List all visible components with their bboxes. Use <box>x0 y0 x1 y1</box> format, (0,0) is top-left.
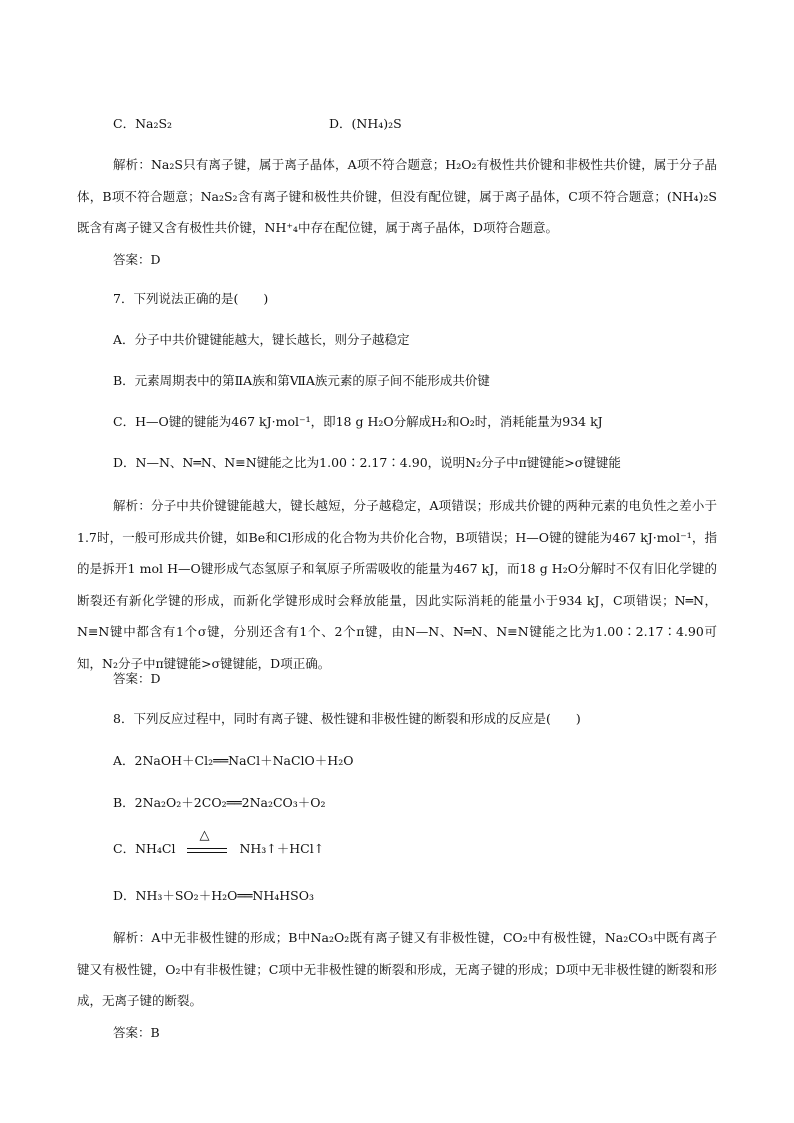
q6-option-d: D．(NH₄)₂S <box>329 116 402 131</box>
q7-answer: 答案：D <box>113 671 161 686</box>
q8-option-c <box>113 827 325 859</box>
q8-option-c-products: NH₃↑＋HCl↑ <box>239 841 325 856</box>
q7-stem: 7．下列说法正确的是( ) <box>113 291 269 306</box>
q8-analysis: 解析：A中无非极性键的形成；B中Na₂O₂既有离子键又有非极性键，CO₂中有极性键，Na₂CO₃中既有离子键又有极性键，O₂中有非极性键；C项中无非极性键的断裂和形成，无离子键的形成；D项中无非极性键的断裂和形成，无离子键的断裂。 <box>77 930 717 1009</box>
q6-answer: 答案：D <box>113 252 161 267</box>
q7-option-d: D．N—N、N═N、N≡N键能之比为1.00∶2.17∶4.90，说明N₂分子中π键键能>σ键键能 <box>113 455 621 470</box>
q7-analysis: 解析：分子中共价键键能越大，键长越短，分子越稳定，A项错误；形成共价键的两种元素的电负性之差小于1.7时，一般可形成共价键，如Be和Cl形成的化合物为共价化合物，B项错误；H—O键的键能为467 kJ·mol⁻¹，指的是拆开1 mol H—O键形成气态氢原子和氧原子所需吸收的能量为467 kJ，而18 g H₂O分解时不仅有旧化学键的断裂还有新化学键的形成，而新化学键形成时会释放能量，因此实际消耗的能量小于934 kJ，C项错误；N═N，N≡N键中都含有1个σ键，分别还含有1个、2个π键，由N—N、N═N、N≡N键能之比为1.00∶2.17∶4.90可知，N₂分子中π键键能>σ键键能，D项正确。 <box>77 498 717 671</box>
q8-stem: 8．下列反应过程中，同时有离子键、极性键和非极性键的断裂和形成的反应是( ) <box>113 711 581 726</box>
q8-option-b: B．2Na₂O₂＋2CO₂══2Na₂CO₃＋O₂ <box>113 795 326 810</box>
q8-option-a: A．2NaOH＋Cl₂══NaCl＋NaClO＋H₂O <box>113 753 354 768</box>
q7-option-c: C．H—O键的键能为467 kJ·mol⁻¹，即18 g H₂O分解成H₂和O₂时，消耗能量为934 kJ <box>113 414 603 429</box>
equals-bar-bottom <box>187 852 227 853</box>
heat-triangle-icon: △ <box>199 827 210 843</box>
q8-option-d: D．NH₃＋SO₂＋H₂O══NH₄HSO₃ <box>113 888 314 903</box>
q6-option-c: C．Na₂S₂ <box>113 116 173 131</box>
q7-option-b: B．元素周期表中的第ⅡA族和第ⅦA族元素的原子间不能形成共价键 <box>113 373 490 388</box>
q8-option-c-reactant: C．NH₄Cl <box>113 841 176 856</box>
q8-answer: 答案：B <box>113 1025 160 1040</box>
equals-bar-top <box>187 848 227 849</box>
q7-option-a: A．分子中共价键键能越大，键长越长，则分子越稳定 <box>113 332 410 347</box>
heat-condition-sign <box>185 827 229 859</box>
q6-analysis: 解析：Na₂S只有离子键，属于离子晶体，A项不符合题意；H₂O₂有极性共价键和非极性共价键，属于分子晶体，B项不符合题意；Na₂S₂含有离子键和极性共价键，但没有配位键，属于离子晶体，C项不符合题意；(NH₄)₂S既含有离子键又含有极性共价键，NH⁺₄中存在配位键，属于离子晶体，D项符合题意。 <box>77 157 717 236</box>
